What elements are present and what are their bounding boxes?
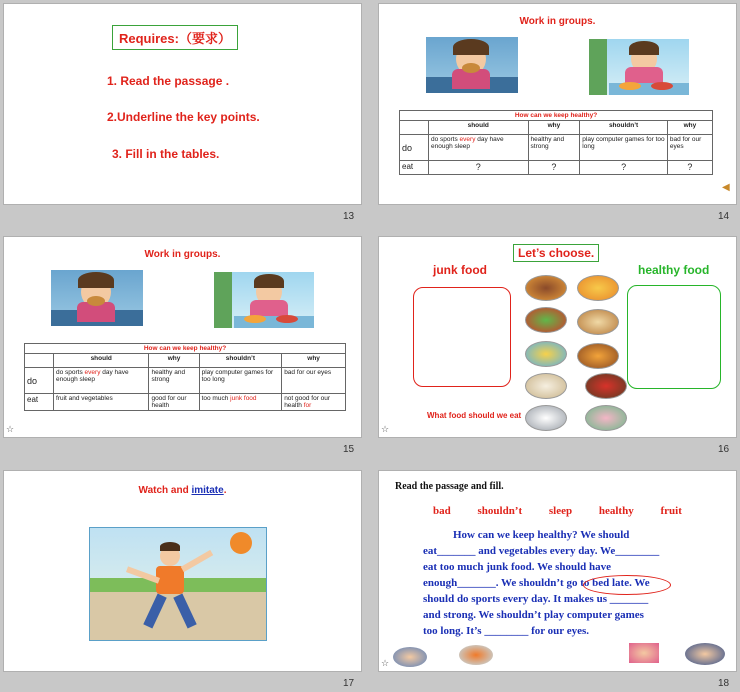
- header-why: why: [149, 354, 199, 368]
- animation-icon[interactable]: ☆: [6, 424, 15, 434]
- highlight-word: every: [459, 136, 476, 143]
- junk-food-label: junk food: [433, 263, 487, 277]
- row-label-do: do: [25, 368, 54, 394]
- header-why-2: why: [667, 121, 712, 135]
- healthy-table: [399, 110, 713, 175]
- cell: do sports every day have enough sleep: [54, 368, 149, 394]
- passage-line-2: eat_______ and vegetables every day. We________: [423, 545, 660, 557]
- slide-number: 14: [718, 211, 730, 222]
- slide-number: 18: [718, 678, 730, 689]
- row-label-eat: eat: [400, 161, 429, 175]
- speaker-icon[interactable]: ◀: [722, 182, 730, 193]
- cell: too much junk food: [199, 394, 282, 411]
- sleep-thumbnail-image: [685, 643, 725, 665]
- food-item-rice[interactable]: [525, 405, 567, 431]
- food-item-juice[interactable]: [577, 275, 619, 301]
- cell: ?: [667, 161, 712, 175]
- passage-line-7: too long. It’s ________ for our eyes.: [423, 625, 590, 637]
- passage-line-3: eat too much junk food. We should have: [423, 561, 612, 573]
- requires-item-2: 2.Underline the key points.: [107, 110, 260, 124]
- cell: play computer games for too long: [199, 368, 282, 394]
- row-label-eat: eat: [25, 394, 54, 411]
- imitate-link[interactable]: imitate: [191, 485, 224, 496]
- food-item-cola[interactable]: [585, 373, 627, 399]
- cell: ?: [528, 161, 580, 175]
- cell: good for our health: [149, 394, 199, 411]
- slide-number: 16: [718, 444, 730, 455]
- healthy-table: [24, 343, 346, 411]
- food-item-bread[interactable]: [577, 309, 619, 335]
- cell: play computer games for too long: [580, 135, 668, 161]
- table-caption: How can we keep healthy?: [25, 344, 346, 354]
- header-why: why: [528, 121, 580, 135]
- girl-eating-burger-image: [426, 37, 518, 93]
- food-item-drinks[interactable]: [525, 341, 567, 367]
- highlight-junk-food: junk food: [230, 395, 257, 402]
- requires-item-3: 3. Fill in the tables.: [112, 147, 220, 161]
- healthy-food-label: healthy food: [638, 263, 710, 277]
- passage-line-5: should do sports every day. It makes us _______: [423, 593, 649, 605]
- table-caption: How can we keep healthy?: [400, 111, 713, 121]
- go-to-bed-late-circle: [583, 575, 671, 595]
- boy-exercising-image: [89, 527, 267, 641]
- header-shouldnt: shouldn’t: [199, 354, 282, 368]
- junk-food-dropzone[interactable]: [413, 287, 511, 387]
- exercise-thumbnail-image: [459, 645, 493, 665]
- question-text: What food should we eat: [427, 411, 522, 420]
- header-shouldnt: shouldn’t: [580, 121, 668, 135]
- slide-number: 17: [343, 678, 355, 689]
- slide-title: Work in groups.: [144, 249, 221, 260]
- cell: not good for our health for: [282, 394, 346, 411]
- girl-at-table-image: [214, 272, 314, 328]
- slide-number: 13: [343, 211, 355, 222]
- food-item-dumplings[interactable]: [525, 373, 567, 399]
- slide-16: [378, 236, 737, 438]
- row-label-do: do: [400, 135, 429, 161]
- girl-at-table-image: [589, 39, 689, 95]
- food-item-cake[interactable]: [585, 405, 627, 431]
- cell: healthy and strong: [528, 135, 580, 161]
- slide-title: Watch and imitate.: [138, 485, 227, 496]
- slide-title: Let’s choose.: [513, 244, 599, 262]
- food-item-grapes[interactable]: [525, 275, 567, 301]
- slide-18: [378, 470, 737, 672]
- cell: ?: [429, 161, 529, 175]
- header-should: should: [54, 354, 149, 368]
- healthy-food-dropzone[interactable]: [627, 285, 721, 389]
- slide-15: [3, 236, 362, 438]
- passage-line-6: and strong. We shouldn’t play computer games: [423, 609, 644, 621]
- cell: fruit and vegetables: [54, 394, 149, 411]
- word-bank: bad shouldn’t sleep healthy fruit: [433, 505, 682, 517]
- food-item-burger[interactable]: [577, 343, 619, 369]
- slide-number: 15: [343, 444, 355, 455]
- slide-title: Read the passage and fill.: [395, 481, 504, 492]
- girl-eating-burger-image: [51, 270, 143, 326]
- header-why-2: why: [282, 354, 346, 368]
- animation-icon[interactable]: ☆: [381, 424, 390, 434]
- cell: healthy and strong: [149, 368, 199, 394]
- slide-17: [3, 470, 362, 672]
- slide-13: [3, 3, 362, 205]
- cell: do sports every day have enough sleep: [429, 135, 529, 161]
- requires-title: Requires:（要求）: [112, 25, 238, 50]
- animation-icon[interactable]: ☆: [381, 658, 390, 668]
- slide-title: Work in groups.: [519, 16, 596, 27]
- passage-line-1: How can we keep healthy? We should: [453, 529, 630, 541]
- cell: ?: [580, 161, 668, 175]
- cell: bad for our eyes: [282, 368, 346, 394]
- slide-14: [378, 3, 737, 205]
- header-should: should: [429, 121, 529, 135]
- passage: [423, 527, 723, 639]
- passage-line-4: enough_______. We shouldn’t go to bed late. We: [423, 577, 650, 589]
- cell: bad for our eyes: [667, 135, 712, 161]
- boy-thumbnail-image: [393, 647, 427, 667]
- food-item-vegetables[interactable]: [525, 307, 567, 333]
- requires-item-1: 1. Read the passage .: [107, 74, 230, 88]
- girl-thumbnail-image: [629, 643, 659, 663]
